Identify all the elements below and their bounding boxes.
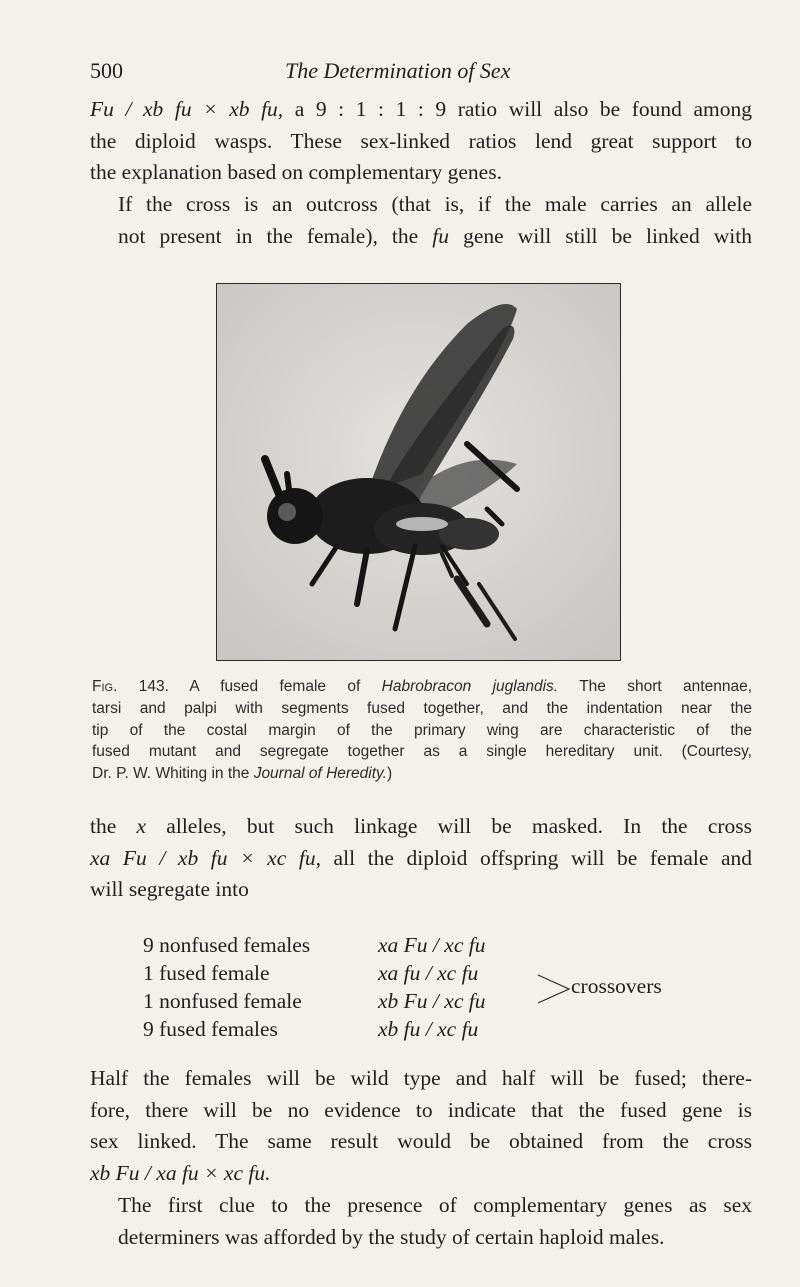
- phenotype-cell: 1 nonfused female: [143, 989, 302, 1013]
- paragraph-outcross: [90, 189, 752, 252]
- segregation-table: [143, 933, 663, 1053]
- text-line: determiners was afforded by the study of certain haploid males.: [118, 1224, 665, 1249]
- text-fragment: the: [90, 814, 117, 838]
- text-line: sex linked. The same result would be obtained from the cross: [90, 1129, 752, 1154]
- running-head: The Determination of Sex: [285, 58, 511, 83]
- text-line: [90, 1158, 752, 1190]
- text-line: [90, 843, 752, 875]
- text-fragment: ): [386, 765, 393, 783]
- cross-formula: Fu / xb fu × xb fu,: [90, 97, 284, 121]
- phenotype-cell: 9 nonfused females: [143, 933, 311, 957]
- genotype-cell: xa Fu / xc fu: [378, 933, 486, 957]
- wasp-photo-icon: [217, 284, 620, 660]
- cross-formula: xa Fu / xb fu × xc fu,: [90, 845, 321, 870]
- text-fragment: all the diploid offspring will be female and: [333, 845, 753, 870]
- text-line: the diploid wasps. These sex-linked ratios lend great support to: [90, 128, 752, 153]
- caption-line: [92, 676, 752, 698]
- phenotype-cell: 1 fused female: [143, 961, 270, 985]
- text-fragment: Dr. P. W. Whiting in the: [92, 765, 250, 783]
- genotype-cell: xb Fu / xc fu: [378, 989, 486, 1013]
- text-fragment: not present in the female), the: [118, 223, 419, 248]
- cross-formula: xb Fu / xa fu × xc fu.: [90, 1160, 271, 1185]
- text-line: [90, 221, 752, 253]
- text-line: The first clue to the presence of complementary genes as sex: [118, 1193, 752, 1217]
- text-fragment: A fused female of: [189, 678, 361, 695]
- text-fragment: a 9 : 1 : 1 : 9 ratio will also be found among: [294, 97, 753, 121]
- figure-photo: [216, 283, 621, 661]
- text-line: fore, there will be no evidence to indicate that the fused gene is: [90, 1097, 752, 1122]
- text-fragment: The short antennae,: [579, 678, 753, 695]
- caption-line: tarsi and palpi with segments fused together, and the indentation near the: [92, 699, 752, 717]
- page-number: 500: [90, 58, 123, 83]
- text-line: Half the females will be wild type and half will be fused; there-: [90, 1066, 752, 1090]
- paragraph-first-clue: [90, 1190, 752, 1253]
- text-line: [90, 811, 752, 843]
- genotype-cell: xa fu / xc fu: [378, 961, 479, 985]
- paragraph-ratio: [90, 94, 752, 189]
- figure-label: Fig. 143.: [92, 678, 169, 695]
- page-header: [90, 58, 750, 88]
- caption-line: tip of the costal margin of the primary wing are characteristic of the: [92, 721, 752, 739]
- gene-symbol: fu: [432, 223, 450, 248]
- crossovers-label: crossovers: [571, 974, 662, 998]
- genotype-cell: xb fu / xc fu: [378, 1017, 479, 1041]
- text-line: [90, 94, 752, 126]
- phenotype-cell: 9 fused females: [143, 1017, 278, 1041]
- gene-symbol: x: [136, 814, 147, 838]
- caption-line: fused mutant and segregate together as a single hereditary unit. (Courtesy,: [92, 743, 752, 761]
- caption-line: [92, 763, 752, 785]
- text-fragment: alleles, but such linkage will be masked. In the cross: [166, 814, 753, 838]
- text-fragment: gene will still be linked with: [463, 223, 753, 248]
- text-line: If the cross is an outcross (that is, if the male carries an allele: [118, 192, 752, 216]
- text-line: the explanation based on complementary genes.: [90, 160, 502, 185]
- journal-name: Journal of Heredity.: [253, 765, 387, 783]
- paragraph-masked-linkage: [90, 811, 752, 906]
- paragraph-half-fused: [90, 1063, 752, 1189]
- species-name: Habrobracon juglandis.: [381, 678, 559, 695]
- text-line: will segregate into: [90, 877, 249, 902]
- figure-caption: [92, 676, 752, 785]
